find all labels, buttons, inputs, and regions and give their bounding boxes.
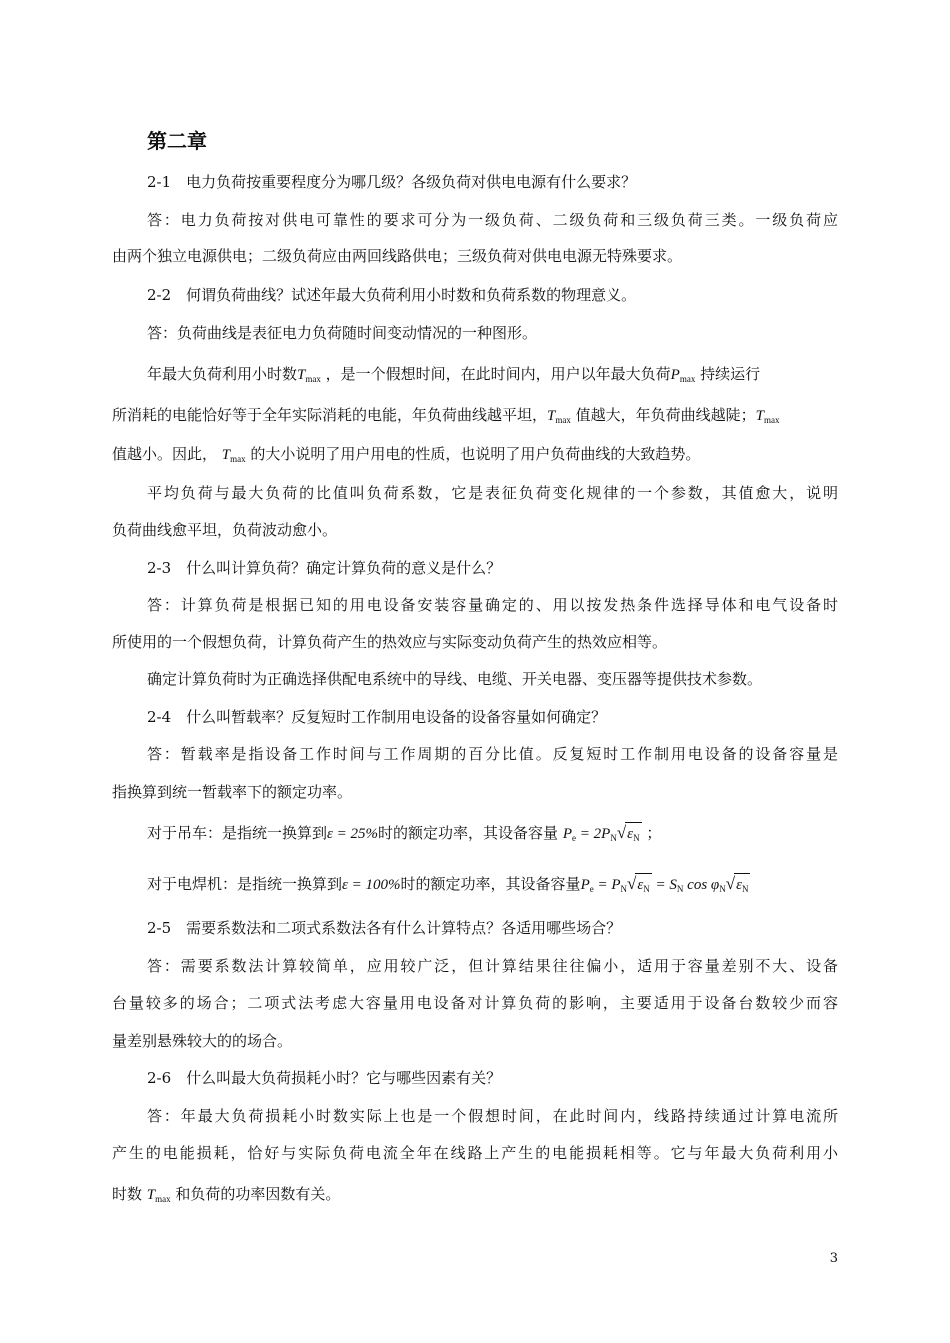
answer-text: 台量较多的场合；二项式法考虑大容量用电设备对计算负荷的影响，主要适用于设备台数较少而容: [112, 994, 838, 1012]
answer-text: 答：暂载率是指设备工作时间与工作周期的百分比值。反复短时工作制用电设备的设备容量是: [147, 745, 838, 763]
answer-text: 负荷曲线愈平坦，负荷波动愈小。: [112, 521, 338, 539]
text-run: 和负荷的功率因数有关。: [175, 1185, 341, 1203]
answer-text: [112, 443, 838, 470]
answer-text: 所使用的一个假想负荷，计算负荷产生的热效应与实际变动负荷产生的热效应相等。: [112, 633, 668, 651]
formula-crane-capacity: $P_e = 2P_N√\varepsilon_N$: [563, 826, 642, 842]
answer-text: [147, 873, 838, 900]
formula: ε = 100%: [342, 877, 401, 893]
question-2-2: 2-2 何谓负荷曲线？试述年最大负荷利用小时数和负荷系数的物理意义。: [147, 286, 637, 304]
answer-text: 答：需要系数法计算较简单，应用较广泛，但计算结果往往偏小，适用于容量差别不大、设备: [147, 957, 838, 975]
question-2-5: 2-5 需要系数法和二项式系数法各有什么计算特点？各适用哪些场合？: [147, 919, 622, 937]
answer-text: [112, 404, 838, 431]
text-run: 对于电焊机：是指统一换算到: [147, 875, 343, 893]
question-2-6: 2-6 什么叫最大负荷损耗小时？它与哪些因素有关？: [147, 1069, 502, 1087]
answer-text: 量差别悬殊较大的的场合。: [112, 1032, 293, 1050]
math-symbol: $T_{max}$: [146, 1187, 171, 1204]
text-run: 值越小。因此，: [112, 445, 218, 463]
answer-text: 答：电力负荷按对供电可靠性的要求可分为一级负荷、二级负荷和三级负荷三类。一级负荷应: [147, 211, 838, 229]
text-run: 时数: [112, 1185, 143, 1203]
answer-text: [147, 363, 838, 390]
answer-text: 确定计算负荷时为正确选择供配电系统中的导线、电缆、开关电器、变压器等提供技术参数。: [147, 670, 763, 688]
text-run: 时的额定功率，其设备容量: [400, 875, 581, 893]
page-number: 3: [829, 1251, 838, 1266]
text-run: ，是一个假想时间，在此时间内，用户以年最大负荷: [325, 365, 671, 383]
chapter-title: 第二章: [147, 129, 207, 153]
answer-text: 答：负荷曲线是表征电力负荷随时间变动情况的一种图形。: [147, 324, 538, 342]
math-symbol: $T_{max}$: [755, 408, 780, 425]
formula: ε = 25%: [327, 826, 379, 842]
text-run: 的大小说明了用户用电的性质，也说明了用户负荷曲线的大致趋势。: [250, 445, 701, 463]
question-2-1: 2-1 电力负荷按重要程度分为哪几级？各级负荷对供电电源有什么要求？: [147, 173, 637, 191]
text-run: 年最大负荷利用小时数: [147, 365, 298, 383]
question-2-4: 2-4 什么叫暂载率？反复短时工作制用电设备的设备容量如何确定？: [147, 708, 607, 726]
answer-text: 由两个独立电源供电；二级负荷应由两回线路供电；三级负荷对供电电源无特殊要求。: [112, 247, 683, 265]
answer-text: 答：年最大负荷损耗小时数实际上也是一个假想时间，在此时间内，线路持续通过计算电流所: [147, 1107, 838, 1125]
answer-text: 平均负荷与最大负荷的比值叫负荷系数，它是表征负荷变化规律的一个参数，其值愈大，说明: [147, 484, 838, 502]
math-symbol: $T_{max}$: [547, 408, 571, 425]
answer-text: [112, 1183, 838, 1210]
text-run: 对于吊车：是指统一换算到: [147, 824, 328, 842]
math-symbol: $T_{max}$: [221, 447, 246, 464]
text-run: 值越大，年负荷曲线越陡；: [575, 406, 756, 424]
text-run: 所消耗的电能恰好等于全年实际消耗的电能，年负荷曲线越平坦，: [112, 406, 548, 424]
math-symbol: $P_{max}$: [670, 367, 696, 384]
text-run: 时的额定功率，其设备容量: [378, 824, 559, 842]
text-run: 持续运行: [700, 365, 761, 383]
formula-welder-capacity: $P_e = P_N√\varepsilon_N = S_N$ $\cos \varphi_N√\varepsilon_N$: [581, 877, 751, 893]
answer-text: [147, 822, 838, 849]
text-run: ；: [646, 824, 662, 842]
answer-text: 产生的电能损耗，恰好与实际负荷电流全年在线路上产生的电能损耗相等。它与年最大负荷利用小: [112, 1144, 838, 1162]
question-2-3: 2-3 什么叫计算负荷？确定计算负荷的意义是什么？: [147, 559, 502, 577]
math-symbol: $T_{max}$: [297, 367, 321, 384]
answer-text: 指换算到统一暂载率下的额定功率。: [112, 783, 353, 801]
answer-text: 答：计算负荷是根据已知的用电设备安装容量确定的、用以按发热条件选择导体和电气设备时: [147, 596, 838, 614]
